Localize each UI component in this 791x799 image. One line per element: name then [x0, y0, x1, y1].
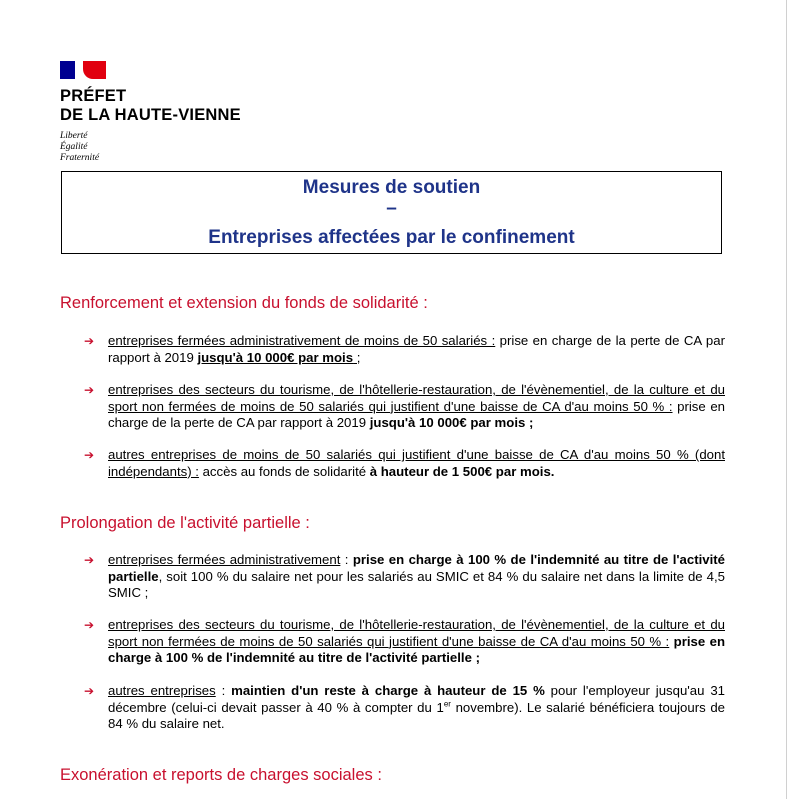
title-dash: – — [386, 198, 397, 219]
section-heading-fonds-solidarite: Renforcement et extension du fonds de solidarité : — [60, 294, 428, 312]
title-line-3: Entreprises affectées par le confinement — [208, 227, 575, 248]
list-item: ➔ entreprises fermées administrativement de moins de 50 salariés : prise en charge de la perte de CA par rapport à 2019 jusqu'à 10 000€ par mois ; — [84, 333, 725, 365]
list-item: ➔ entreprises des secteurs du tourisme, de l'hôtellerie-restauration, de l'évènementiel, de la culture et du sport non fermées de moins de 50 salariés qui justifient d'une baisse de CA d'au moins 50 % : prise en charge à 100 % de l'indemnité au titre de l'activité partielle ; — [84, 617, 726, 665]
section-heading-activite-partielle: Prolongation de l'activité partielle : — [60, 514, 310, 532]
motto-egalite: Égalité — [60, 142, 88, 152]
prefet-line-2: DE LA HAUTE-VIENNE — [60, 106, 241, 124]
arrow-bullet-icon: ➔ — [84, 618, 95, 632]
prefecture-logo — [60, 61, 241, 164]
prefet-title — [60, 87, 241, 125]
arrow-bullet-icon: ➔ — [84, 334, 95, 348]
list-item: ➔ autres entreprises de moins de 50 salariés qui justifient d'une baisse de CA d'au moins 50 % (dont indépendants) : accès au fonds de solidarité à hauteur de 1 500€ par mois. — [84, 447, 725, 479]
arrow-bullet-icon: ➔ — [84, 553, 95, 567]
arrow-bullet-icon: ➔ — [84, 684, 95, 698]
arrow-bullet-icon: ➔ — [84, 448, 95, 462]
prefet-line-1: PRÉFET — [60, 87, 127, 105]
document-title-box — [61, 171, 722, 254]
list-item: ➔ entreprises fermées administrativement : prise en charge à 100 % de l'indemnité au titre de l'activité partielle, soit 100 % du salaire net pour les salariés au SMIC et 84 % du salaire net dans la limite de 4,5 SMIC ; — [84, 552, 725, 600]
arrow-bullet-icon: ➔ — [84, 383, 95, 397]
title-line-1: Mesures de soutien — [302, 177, 481, 198]
list-item: ➔ autres entreprises : maintien d'un reste à charge à hauteur de 15 % pour l'employeur jusqu'au 31 décembre (celui-ci devait passer à 40 % à compter du 1er novembre). Le salarié bénéficiera toujours de 84 % du salaire net. — [84, 683, 726, 731]
republic-motto — [60, 131, 241, 164]
marianne-flag-icon — [60, 61, 106, 79]
list-item: ➔ entreprises des secteurs du tourisme, de l'hôtellerie-restauration, de l'évènementiel, de la culture et du sport non fermées de moins de 50 salariés qui justifient d'une baisse de CA d'au moins 50 % : prise en charge de la perte de CA par rapport à 2019 jusqu'à 10 000€ par mois ; — [84, 382, 725, 430]
section-heading-charges-sociales: Exonération et reports de charges sociales : — [60, 766, 382, 784]
motto-liberte: Liberté — [60, 131, 88, 141]
motto-fraternite: Fraternité — [60, 153, 100, 163]
